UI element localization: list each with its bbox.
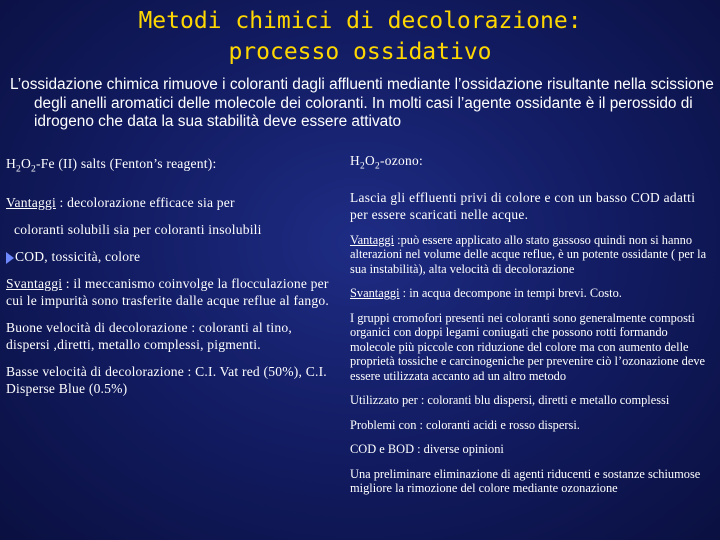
fenton-svantaggi-label: Svantaggi: [6, 275, 63, 291]
ozono-gruppi: I gruppi cromofori presenti nei coloranti sono generalmente composti organici con doppi legami coniugati che possono rotti formando molecole più piccole con riduzione del colore ma con aumento delle proprietà tossiche e carcinogeniche per prevenire ciò l’ozonazione deve essere utilizzata accanto ad un altro metodo: [350, 310, 706, 383]
fenton-vantaggi-label: Vantaggi: [6, 194, 56, 210]
ozono-svantaggi-label: Svantaggi: [350, 286, 400, 301]
fenton-basse: Basse velocità di decolorazione : C.I. Vat red (50%), C.I. Disperse Blue (0.5%): [6, 363, 327, 396]
ozono-vantaggi-label: Vantaggi: [350, 232, 395, 247]
slide-title-line2: processo ossidativo: [228, 39, 492, 65]
fenton-reduction: COD, tossicità, colore: [6, 248, 336, 265]
left-column: [6, 155, 336, 397]
fenton-vantaggi-cont: coloranti solubili sia per coloranti insolubili: [14, 221, 262, 237]
ozono-cod: COD e BOD : diverse opinioni: [350, 442, 504, 457]
fenton-svantaggi: Svantaggi : il meccanismo coinvolge la flocculazione per cui le impurità sono trasferite dalle acque reflue al fango.: [6, 275, 330, 308]
ozono-lead: Lascia gli effluenti privi di colore e con un basso COD adatti per essere scaricati nelle acque.: [350, 189, 696, 222]
ozono-preliminare: Una preliminare eliminazione di agenti riducenti e sostanze schiumose migliore la rimozione del colore mediante ozonazione: [350, 466, 701, 496]
ozono-heading: $H_2O_2$-ozono:: [350, 153, 423, 172]
fenton-buone: Buone velocità di decolorazione : coloranti al tino, dispersi ,diretti, metallo complessi, pigmenti.: [6, 319, 292, 352]
ozono-vantaggi: Vantaggi :può essere applicato allo stato gassoso quindi non si hanno alterazioni nel volume delle acque reflue, è un potente ossidante ( per la sua instabilità), alta velocità di decolorazione: [350, 232, 707, 276]
slide-title-line1: Metodi chimici di decolorazione:: [138, 8, 582, 34]
arrow-right-icon: [6, 252, 14, 264]
fenton-vantaggi: Vantaggi : decolorazione efficace sia per: [6, 194, 235, 210]
intro-paragraph: L’ossidazione chimica rimuove i coloranti dagli affluenti mediante l’ossidazione risultante nella scissione degli anelli aromatici delle molecole dei coloranti. In molti casi l’agente ossidante è il perossido di idrogeno che data la sua stabilità deve essere attivato: [10, 76, 714, 130]
ozono-utilizzato: Utilizzato per : coloranti blu dispersi, diretti e metallo complessi: [350, 393, 670, 408]
ozono-problemi: Problemi con : coloranti acidi e rosso dispersi.: [350, 417, 580, 432]
right-column: [350, 152, 715, 496]
ozono-svantaggi: Svantaggi : in acqua decompone in tempi brevi. Costo.: [350, 286, 622, 301]
slide-title: [0, 6, 720, 68]
fenton-heading: $H_2O_2-Fe$ (II) salts (Fenton’s reagent):: [6, 156, 217, 175]
